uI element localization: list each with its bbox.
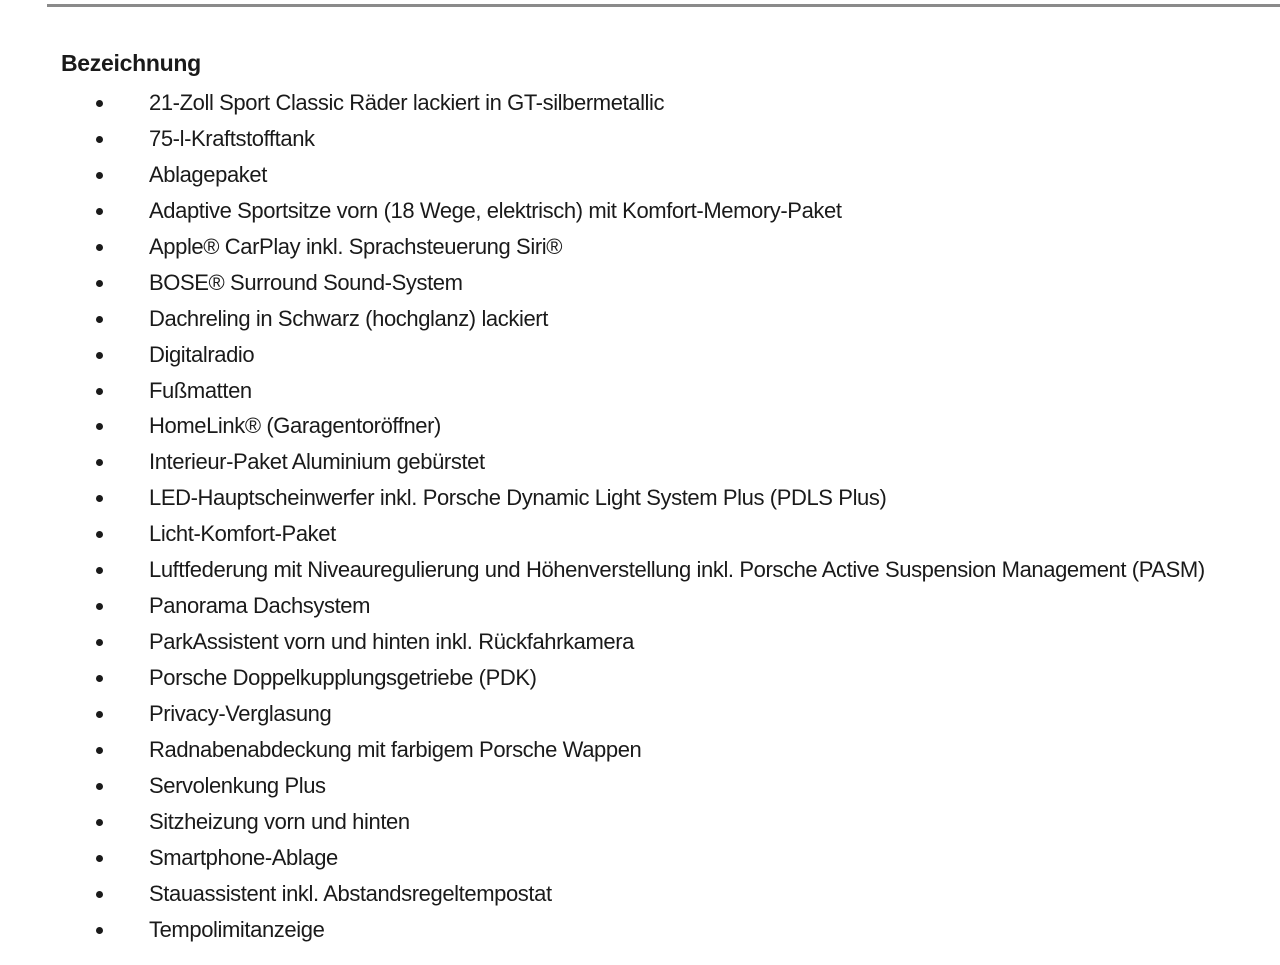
list-item bbox=[0, 157, 1280, 193]
bullet-icon bbox=[96, 603, 103, 610]
bullet-icon bbox=[96, 352, 103, 359]
list-item bbox=[0, 768, 1280, 804]
list-item bbox=[0, 552, 1280, 588]
list-item-label: Privacy-Verglasung bbox=[149, 700, 332, 726]
list-item bbox=[0, 660, 1280, 696]
list-item-label: Radnabenabdeckung mit farbigem Porsche Wappen bbox=[149, 736, 642, 762]
list-item bbox=[0, 516, 1280, 552]
list-item bbox=[0, 337, 1280, 373]
bullet-icon bbox=[96, 531, 103, 538]
bullet-icon bbox=[96, 747, 103, 754]
list-item-label: Tempolimitanzeige bbox=[149, 916, 325, 942]
bullet-icon bbox=[96, 783, 103, 790]
list-item bbox=[0, 588, 1280, 624]
list-item-label: HomeLink® (Garagentoröffner) bbox=[149, 413, 441, 439]
list-item bbox=[0, 444, 1280, 480]
list-item-label: Interieur-Paket Aluminium gebürstet bbox=[149, 449, 485, 475]
list-item-label: Licht-Komfort-Paket bbox=[149, 521, 336, 547]
bullet-icon bbox=[96, 100, 103, 107]
bullet-icon bbox=[96, 280, 103, 287]
list-item bbox=[0, 480, 1280, 516]
list-item bbox=[0, 193, 1280, 229]
list-item-label: Luftfederung mit Niveauregulierung und Höhenverstellung inkl. Porsche Active Suspension Management (PASM) bbox=[149, 557, 1205, 583]
list-item bbox=[0, 408, 1280, 444]
list-item bbox=[0, 696, 1280, 732]
list-item-label: Dachreling in Schwarz (hochglanz) lackiert bbox=[149, 305, 548, 331]
list-item bbox=[0, 85, 1280, 121]
list-item bbox=[0, 229, 1280, 265]
list-item bbox=[0, 265, 1280, 301]
bullet-icon bbox=[96, 495, 103, 502]
bullet-icon bbox=[96, 927, 103, 934]
list-item-label: Apple® CarPlay inkl. Sprachsteuerung Siri® bbox=[149, 233, 563, 259]
bullet-icon bbox=[96, 459, 103, 466]
list-item-label: 75-l-Kraftstofftank bbox=[149, 125, 315, 151]
bullet-icon bbox=[96, 855, 103, 862]
bullet-icon bbox=[96, 208, 103, 215]
top-divider bbox=[47, 4, 1280, 7]
list-item-label: LED-Hauptscheinwerfer inkl. Porsche Dynamic Light System Plus (PDLS Plus) bbox=[149, 485, 887, 511]
feature-list bbox=[0, 85, 1280, 948]
bullet-icon bbox=[96, 244, 103, 251]
list-item bbox=[0, 876, 1280, 912]
bullet-icon bbox=[96, 639, 103, 646]
bullet-icon bbox=[96, 316, 103, 323]
list-item-label: Fußmatten bbox=[149, 377, 252, 403]
list-item bbox=[0, 373, 1280, 409]
list-item-label: 21-Zoll Sport Classic Räder lackiert in GT-silbermetallic bbox=[149, 90, 665, 115]
list-item-label: Porsche Doppelkupplungsgetriebe (PDK) bbox=[149, 665, 537, 690]
list-item-label: Smartphone-Ablage bbox=[149, 844, 338, 870]
list-item-label: Panorama Dachsystem bbox=[149, 593, 371, 619]
bullet-icon bbox=[96, 567, 103, 574]
section-heading: Bezeichnung bbox=[61, 50, 201, 76]
bullet-icon bbox=[96, 172, 103, 179]
bullet-icon bbox=[96, 819, 103, 826]
bullet-icon bbox=[96, 423, 103, 430]
list-item-label: Digitalradio bbox=[149, 341, 255, 367]
list-item bbox=[0, 121, 1280, 157]
list-item bbox=[0, 732, 1280, 768]
bullet-icon bbox=[96, 136, 103, 143]
list-item bbox=[0, 301, 1280, 337]
list-item-label: Adaptive Sportsitze vorn (18 Wege, elektrisch) mit Komfort-Memory-Paket bbox=[149, 197, 842, 223]
bullet-icon bbox=[96, 891, 103, 898]
list-item-label: BOSE® Surround Sound-System bbox=[149, 269, 463, 295]
list-item bbox=[0, 912, 1280, 948]
list-item-label: Ablagepaket bbox=[149, 161, 267, 187]
list-item bbox=[0, 624, 1280, 660]
list-item-label: Servolenkung Plus bbox=[149, 772, 326, 798]
list-item-label: Stauassistent inkl. Abstandsregeltempostat bbox=[149, 880, 552, 906]
list-item bbox=[0, 804, 1280, 840]
list-item-label: ParkAssistent vorn und hinten inkl. Rückfahrkamera bbox=[149, 629, 635, 655]
bullet-icon bbox=[96, 675, 103, 682]
list-item-label: Sitzheizung vorn und hinten bbox=[149, 808, 410, 834]
bullet-icon bbox=[96, 388, 103, 395]
bullet-icon bbox=[96, 711, 103, 718]
list-item bbox=[0, 840, 1280, 876]
